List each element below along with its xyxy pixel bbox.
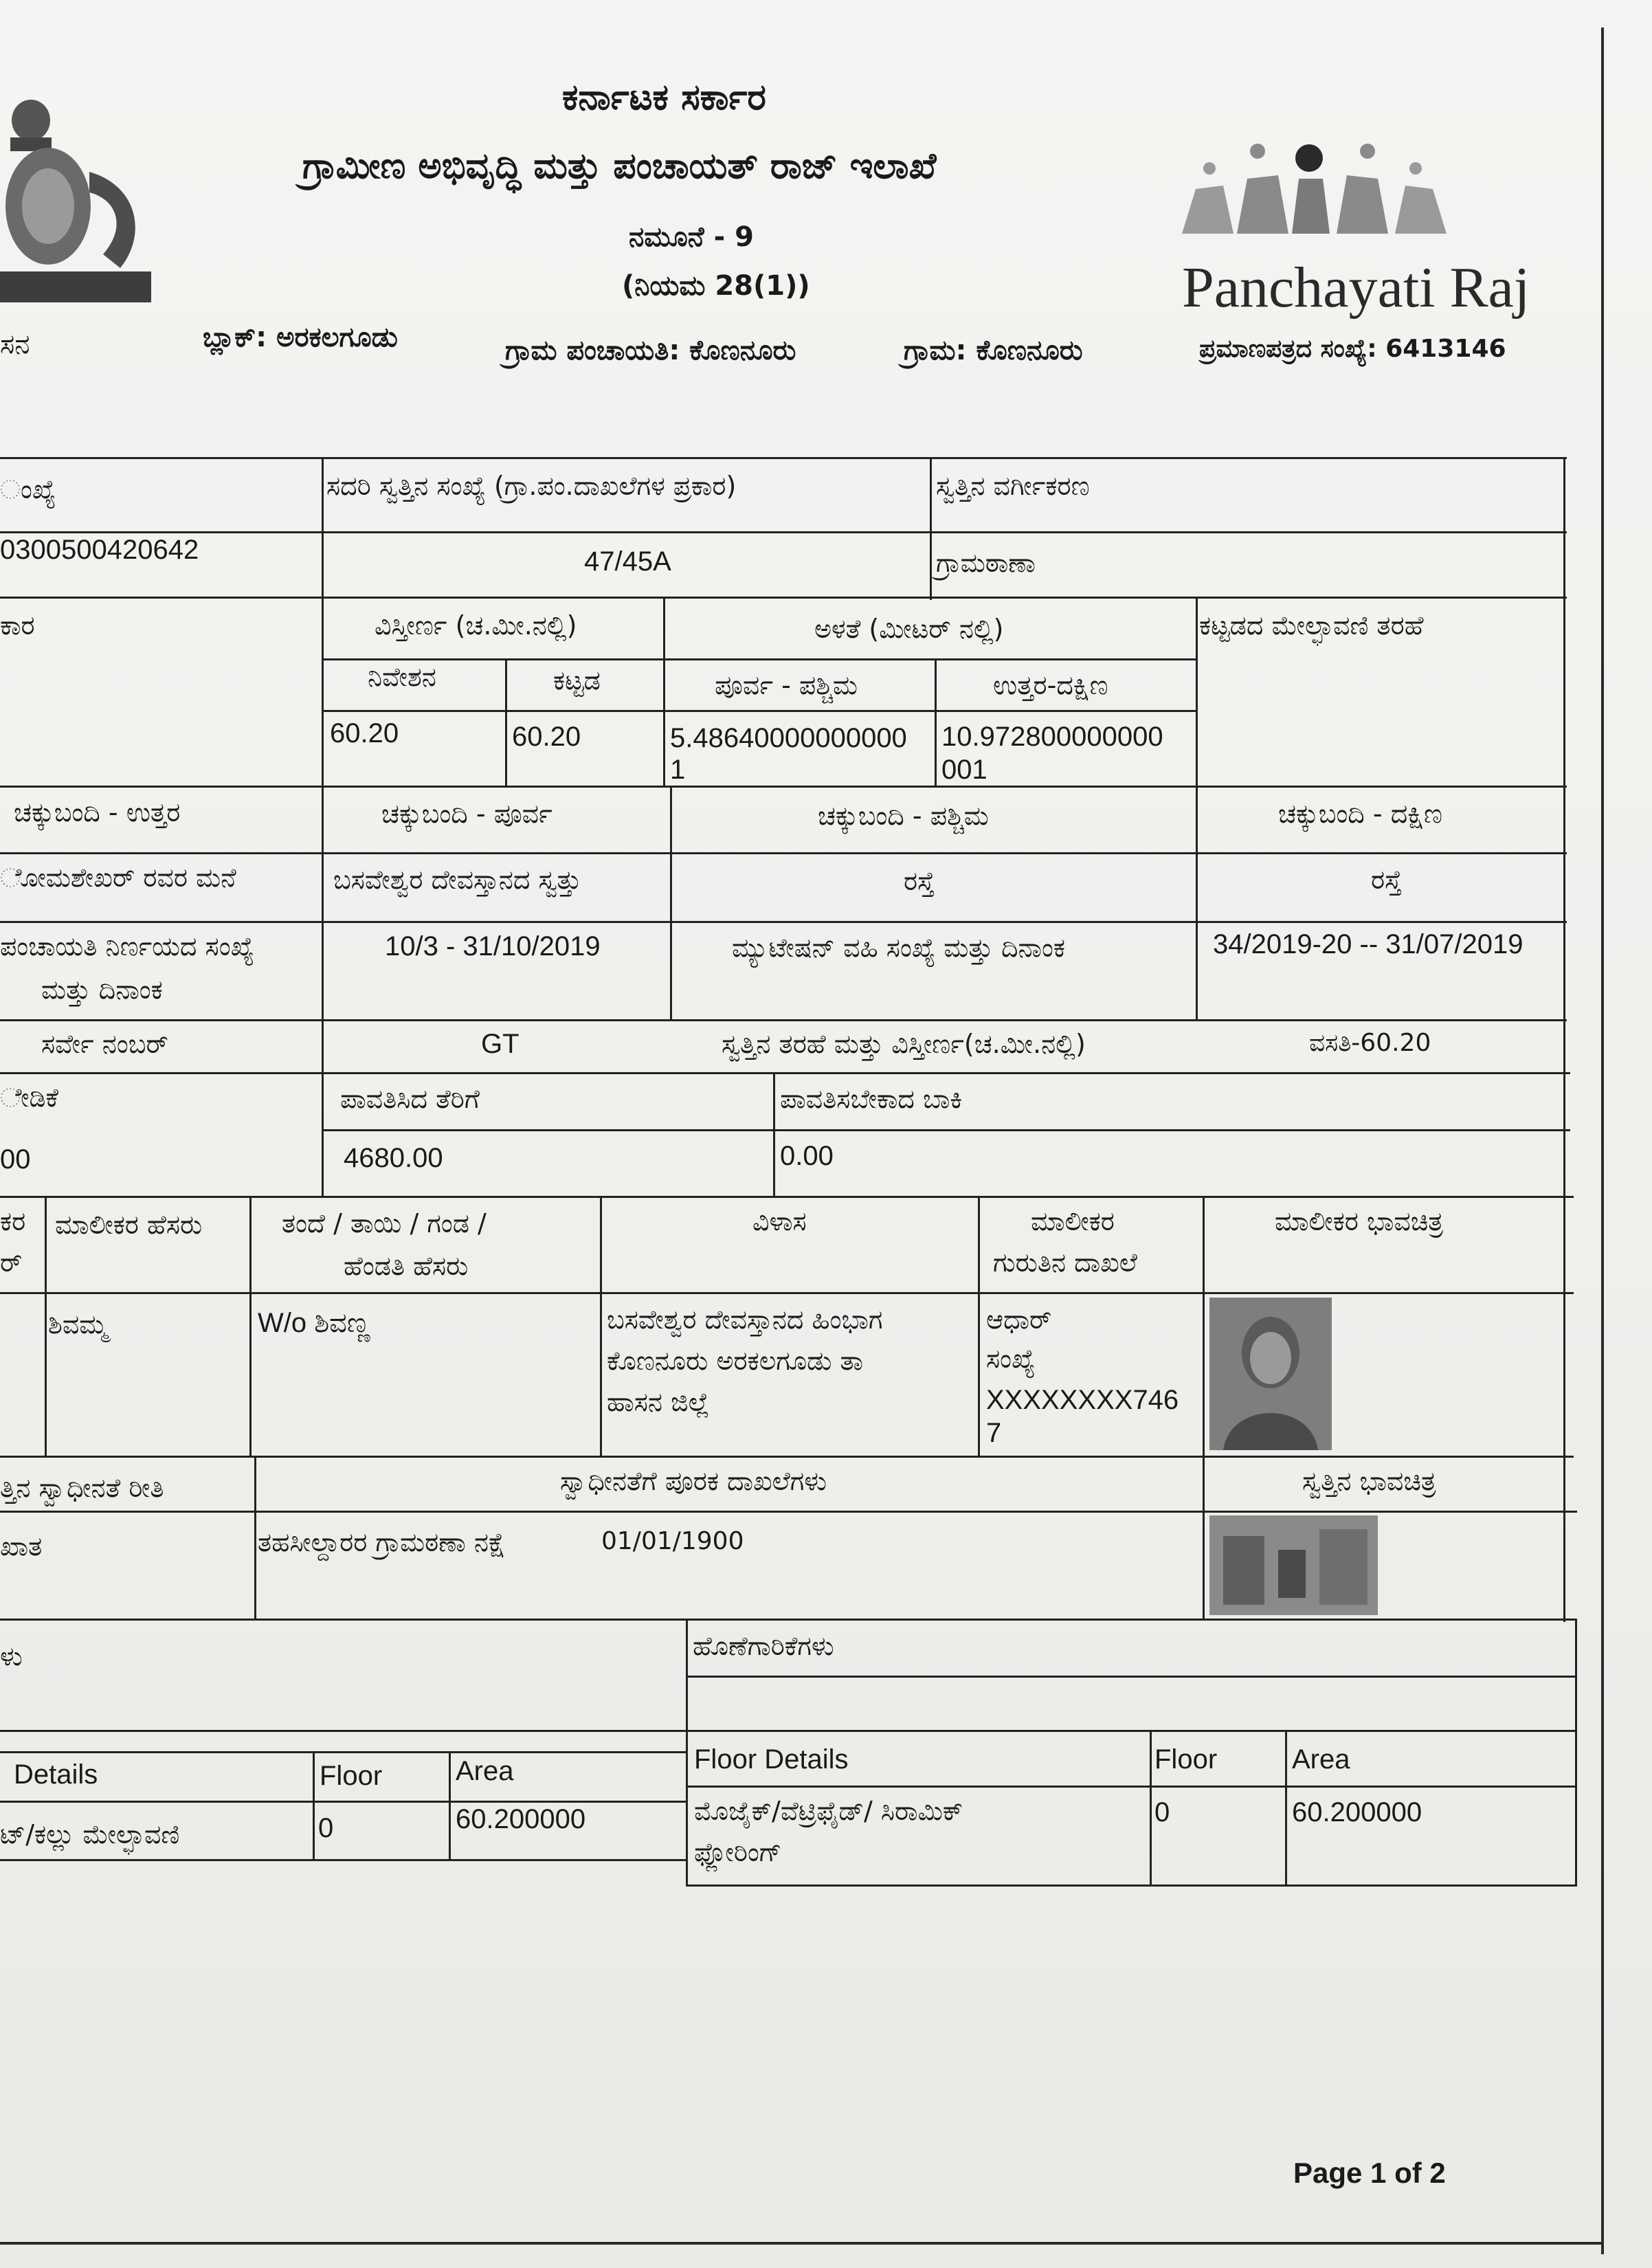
owner-id-line-4: 7 (986, 1418, 1002, 1448)
liabilities-header: ಹೊಣೆಗಾರಿಕೆಗಳು (693, 1631, 834, 1661)
owner-id-line-2: ಸಂಖ್ಯೆ (986, 1344, 1036, 1374)
survey-number-value: GT (481, 1029, 520, 1059)
building-area-value: 60.20 (512, 722, 581, 752)
tax-paid-header: ಪಾವತಿಸಿದ ತೆರಿಗೆ (340, 1084, 480, 1114)
boundary-north-value: ೋಮಶೇಖರ್ ರವರ ಮನೆ (0, 863, 236, 893)
boundary-west-header: ಚಕ್ಕುಬಂದಿ - ಪಶ್ಚಿಮ (818, 801, 989, 831)
owner-sl-header: ಕರ (0, 1206, 26, 1236)
address-line-1: ಬಸವೇಶ್ವರ ದೇವಸ್ತಾನದ ಹಿಂಭಾಗ (607, 1304, 883, 1335)
survey-number-label: ಸರ್ವೇ ನಂಬರ್ (41, 1029, 168, 1059)
address-header: ವಿಳಾಸ (752, 1206, 807, 1236)
acquisition-mode-header: ತ್ತಿನ ಸ್ವಾಧೀನತೆ ರೀತಿ (0, 1473, 164, 1503)
north-south-header: ಉತ್ತರ-ದಕ್ಷಿಣ (993, 670, 1108, 700)
area-header: ವಿಸ್ತೀರ್ಣ (ಚ.ಮೀ.ನಲ್ಲಿ) (375, 610, 577, 641)
tax-demand-value: 00 (0, 1144, 31, 1175)
page-border-right (1601, 27, 1604, 2254)
gp-decision-label-cont: ಮತ್ತು ದಿನಾಂಕ (41, 975, 163, 1005)
floor-right-details-value-cont: ಫ್ಲೋರಿಂಗ್ (694, 1837, 782, 1867)
liabilities-left-header: ಳು (0, 1641, 23, 1671)
floor-right-details-value: ಮೊಜೈಕ್/ವೆಟ್ರಿಫೈಡ್/ ಸಿರಾಮಿಕ್ (694, 1796, 963, 1826)
floor-left-details-header: Details (14, 1759, 98, 1790)
boundary-south-header: ಚಕ್ಕುಬಂದಿ - ದಕ್ಷಿಣ (1278, 799, 1442, 829)
floor-left-details-value: ಟ್/ಕಲ್ಲು ಮೇಲ್ಛಾವಣಿ (0, 1819, 180, 1849)
boundary-east-header: ಚಕ್ಕುಬಂದಿ - ಪೂರ್ವ (381, 799, 552, 829)
floor-right-floor-value: 0 (1154, 1797, 1170, 1827)
north-south-value-cont: 001 (941, 755, 987, 785)
owner-id-line-1: ಆಧಾರ್ (986, 1304, 1052, 1335)
relation-header-cont: ಹೆಂಡತಿ ಹೆಸರು (344, 1251, 469, 1281)
dept-title: ಗ್ರಾಮೀಣ ಅಭಿವೃದ್ಧಿ ಮತ್ತು ಪಂಚಾಯತ್ ರಾಜ್ ಇಲಾಖೆ (302, 146, 937, 187)
east-west-value: 5.48640000000000 (670, 723, 907, 753)
owner-photo (1209, 1298, 1332, 1450)
site-header: ನಿವೇಶನ (368, 662, 436, 692)
property-type-label: ಸ್ವತ್ತಿನ ತರಹೆ ಮತ್ತು ವಿಸ್ತೀರ್ಣ(ಚ.ಮೀ.ನಲ್ಲಿ) (722, 1029, 1086, 1059)
owner-sl-header-cont: ರ್ (0, 1247, 23, 1278)
owner-photo-header: ಮಾಲೀಕರ ಭಾವಚಿತ್ರ (1275, 1206, 1444, 1236)
east-west-value-cont: 1 (670, 755, 686, 785)
owner-name-value: ಶಿವಮ್ಮ (48, 1309, 108, 1339)
property-number-header: ಂಖ್ಯೆ (0, 474, 56, 504)
panchayati-raj-wordmark: Panchayati Raj (1182, 256, 1530, 320)
gp-label: ಗ್ರಾಮ ಪಂಚಾಯತಿ: ಕೊಣನೂರು (505, 335, 796, 366)
karnataka-emblem (0, 96, 158, 323)
form-number: ನಮೂನೆ - 9 (629, 221, 754, 253)
owner-id-header: ಮಾಲೀಕರ (1031, 1206, 1115, 1236)
floor-right-area-value: 60.200000 (1292, 1797, 1422, 1827)
acquisition-mode-value: ಖಾತ (0, 1531, 43, 1561)
tax-balance-value: 0.00 (780, 1141, 834, 1171)
measurement-header: ಅಳತೆ (ಮೀಟರ್ ನಲ್ಲಿ) (814, 614, 1004, 644)
address-line-2: ಕೊಣನೂರು ಅರಕಲಗೂಡು ತಾ (607, 1346, 864, 1376)
floor-left-floor-value: 0 (318, 1813, 334, 1843)
gp-decision-label: ಪಂಚಾಯತಿ ನಿರ್ಣಯದ ಸಂಖ್ಯೆ (0, 931, 254, 961)
floor-left-area-value: 60.200000 (456, 1804, 586, 1834)
page-border-bottom (0, 2242, 1604, 2245)
tax-balance-header: ಪಾವತಿಸಬೇಕಾದ ಬಾಕಿ (780, 1084, 963, 1114)
floor-right-floor-header: Floor (1154, 1744, 1218, 1775)
classification-header: ಸ್ವತ್ತಿನ ವರ್ಗೀಕರಣ (936, 471, 1090, 501)
acquisition-docs-value: ತಹಸೀಲ್ದಾರರ ಗ್ರಾಮಠಣಾ ನಕ್ಷೆ (258, 1527, 506, 1557)
rule-number: (ನಿಯಮ 28(1)) (622, 270, 810, 302)
boundary-east-value: ಬಸವೇಶ್ವರ ದೇವಸ್ತಾನದ ಸ್ವತ್ತು (333, 865, 581, 895)
classification-value: ಗ್ರಾಮಠಾಣಾ (936, 548, 1036, 578)
certificate-number: ಪ್ರಮಾಣಪತ್ರದ ಸಂಖ್ಯೆ: 6413146 (1199, 335, 1506, 363)
roof-type-header: ಕಟ್ಟಡದ ಮೇಲ್ಛಾವಣಿ ತರಹೆ (1199, 610, 1424, 641)
owner-name-header: ಮಾಲೀಕರ ಹೆಸರು (55, 1210, 203, 1240)
boundary-north-header: ಚಕ್ಕುಬಂದಿ - ಉತ್ತರ (14, 797, 181, 827)
east-west-header: ಪೂರ್ವ - ಪಶ್ಚಿಮ (715, 670, 858, 700)
boundary-west-value: ರಸ್ತೆ (904, 866, 935, 896)
building-header: ಕಟ್ಟಡ (553, 665, 601, 696)
floor-left-area-header: Area (456, 1756, 514, 1786)
north-south-value: 10.972800000000 (941, 722, 1163, 752)
acquisition-docs-date: 01/01/1900 (601, 1527, 744, 1555)
mutation-label: ಮ್ಯುಟೇಷನ್ ವಹಿ ಸಂಖ್ಯೆ ಮತ್ತು ದಿನಾಂಕ (732, 933, 1065, 963)
sadari-number-header: ಸದರಿ ಸ್ವತ್ತಿನ ಸಂಖ್ಯೆ (ಗ್ರಾ.ಪಂ.ದಾಖಲೆಗಳ ಪ್ರಕಾರ) (326, 471, 737, 501)
boundary-south-value: ರಸ್ತೆ (1371, 865, 1403, 895)
relation-value: W/o ಶಿವಣ್ಣ (258, 1308, 370, 1338)
floor-right-area-header: Area (1292, 1744, 1350, 1775)
address-line-3: ಹಾಸನ ಜಿಲ್ಲೆ (607, 1387, 710, 1417)
govt-title: ಕರ್ನಾಟಕ ಸರ್ಕಾರ (562, 77, 766, 118)
village-label: ಗ್ರಾಮ: ಕೊಣನೂರು (904, 335, 1083, 366)
sadari-number-value: 47/45A (584, 546, 671, 577)
block-label: ಬ್ಲಾಕ್: ಅರಕಲಗೂಡು (203, 322, 398, 353)
type-header: ಕಾರ (0, 610, 35, 641)
relation-header: ತಂದೆ / ತಾಯಿ / ಗಂಡ / (282, 1208, 487, 1238)
tax-paid-value: 4680.00 (344, 1143, 443, 1173)
property-number-value: 0300500420642 (0, 535, 199, 565)
owner-id-header-cont: ಗುರುತಿನ ದಾಖಲೆ (993, 1247, 1137, 1278)
tax-demand-header: ೇಡಿಕೆ (0, 1082, 59, 1113)
gp-decision-value: 10/3 - 31/10/2019 (385, 931, 601, 961)
property-photo (1209, 1515, 1378, 1615)
acquisition-docs-header: ಸ್ವಾಧೀನತೆಗೆ ಪೂರಕ ದಾಖಲೆಗಳು (560, 1466, 827, 1496)
property-photo-header: ಸ್ವತ್ತಿನ ಭಾವಚಿತ್ರ (1302, 1466, 1436, 1496)
floor-left-floor-header: Floor (320, 1761, 383, 1791)
owner-id-line-3: XXXXXXXX746 (986, 1385, 1179, 1415)
page-indicator: Page 1 of 2 (1293, 2157, 1446, 2189)
district-label: ಸನ (0, 329, 30, 360)
floor-right-details-header: Floor Details (694, 1744, 849, 1775)
site-area-value: 60.20 (330, 718, 399, 748)
property-type-value: ವಸತಿ-60.20 (1309, 1029, 1431, 1057)
mutation-value: 34/2019-20 -- 31/07/2019 (1213, 929, 1523, 959)
